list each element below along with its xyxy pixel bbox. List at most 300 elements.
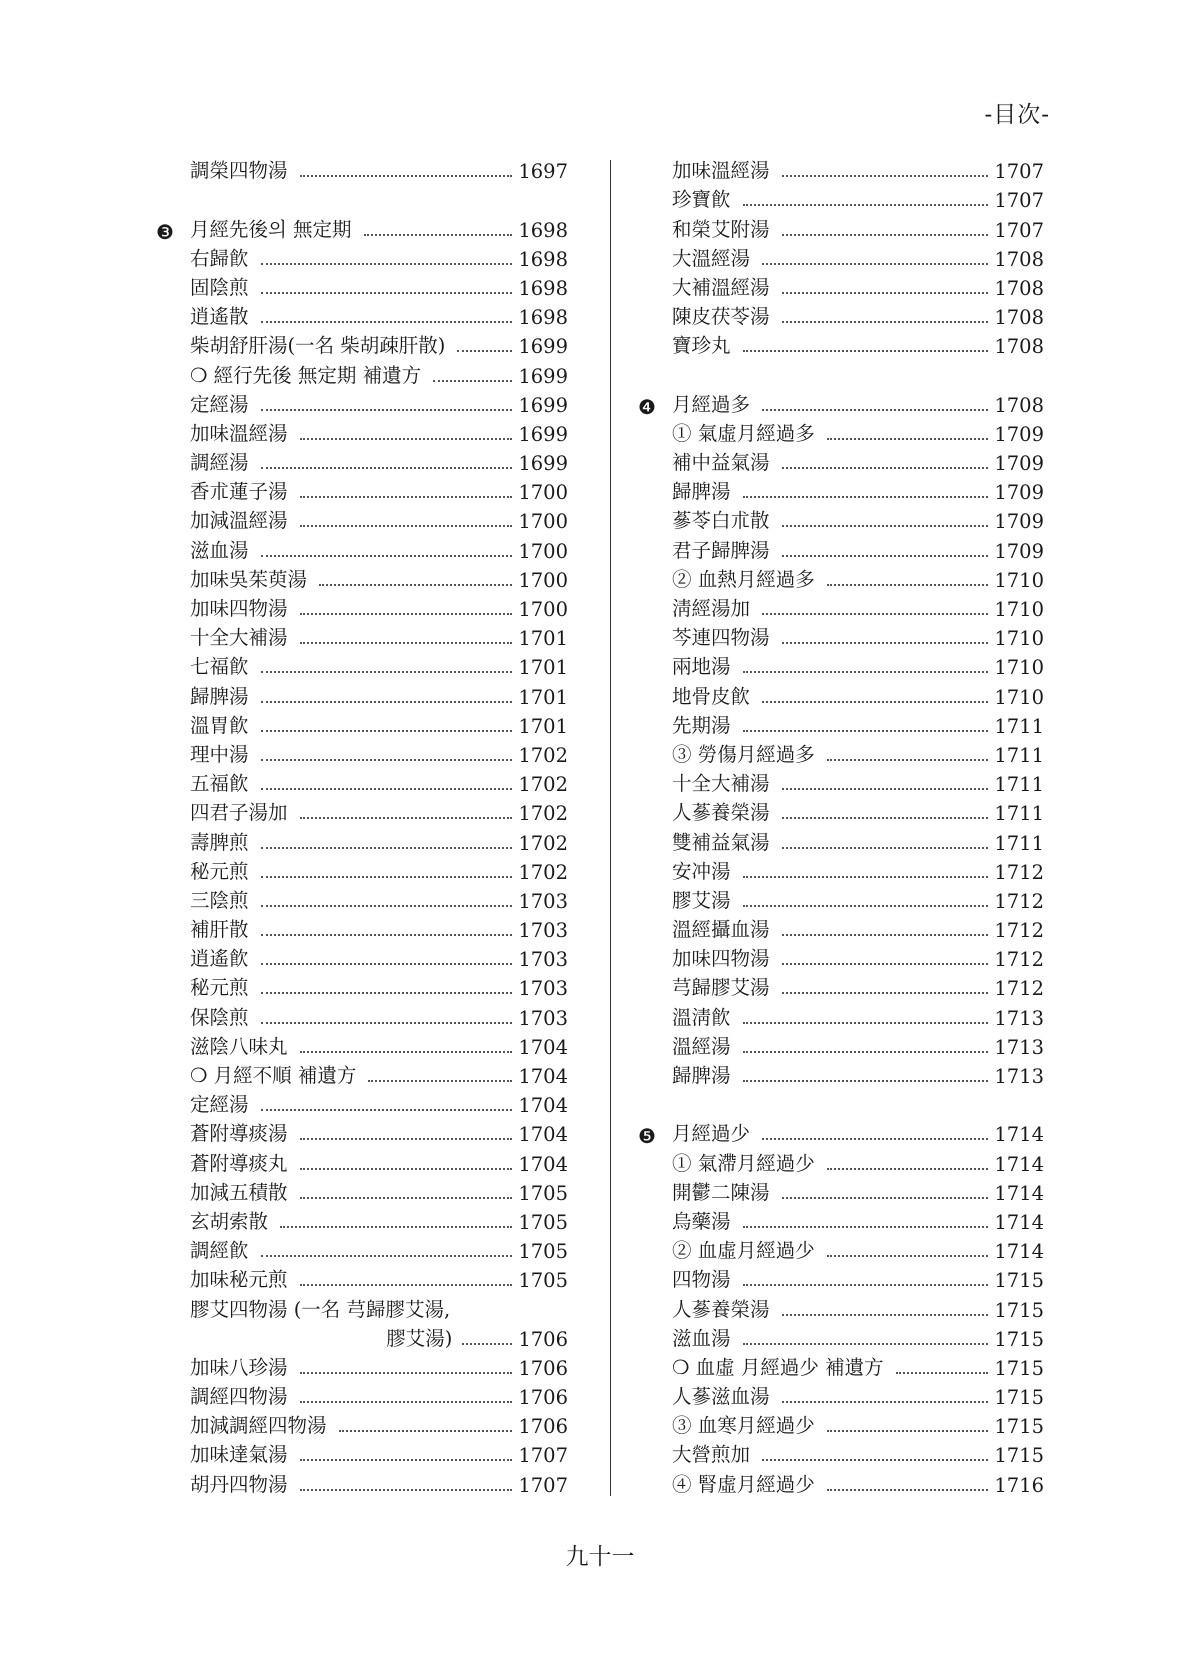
- dot-leader: [300, 1168, 513, 1170]
- toc-entry-page: 1702: [518, 802, 568, 826]
- toc-entry-title: 調經飮: [190, 1239, 249, 1263]
- dot-leader: [261, 409, 513, 411]
- toc-entry-page: 1701: [518, 627, 568, 651]
- toc-entry: [156, 738, 568, 767]
- toc-entry: [638, 504, 1044, 533]
- dot-leader: [261, 467, 513, 469]
- toc-entry-page: 1715: [994, 1386, 1044, 1410]
- toc-entry-title: 歸脾湯: [672, 480, 731, 504]
- toc-entry-page: 1704: [518, 1152, 568, 1176]
- toc-entry: [156, 300, 568, 329]
- toc-entry-title: 滋血湯: [672, 1326, 731, 1350]
- toc-entry-title: 逍遙飮: [190, 947, 249, 971]
- dot-leader: [261, 788, 513, 790]
- toc-entry-page: 1702: [518, 773, 568, 797]
- dot-leader: [300, 1401, 513, 1403]
- toc-entry: [638, 388, 1044, 417]
- toc-entry: [156, 1234, 568, 1263]
- toc-entry-page: 1711: [994, 831, 1044, 855]
- toc-entry: [638, 592, 1044, 621]
- toc-entry-title: 定經湯: [190, 1093, 249, 1117]
- toc-entry-title: ❍ 血虛 月經過少 補遺方: [672, 1355, 884, 1379]
- toc-entry-page: 1709: [994, 452, 1044, 476]
- dot-leader: [261, 701, 513, 703]
- toc-entry-page: 1700: [518, 568, 568, 592]
- toc-entry-page: 1702: [518, 831, 568, 855]
- dot-leader: [261, 1255, 513, 1257]
- toc-entry: [156, 504, 568, 533]
- toc-entry: [638, 1176, 1044, 1205]
- toc-entry-title: 歸脾湯: [190, 684, 249, 708]
- dot-leader: [261, 963, 513, 965]
- toc-entry-title: 加味溫經湯: [190, 421, 288, 445]
- toc-entry-title: 加味八珍湯: [190, 1355, 288, 1379]
- dot-leader: [782, 642, 989, 644]
- toc-entry-page: 1707: [994, 160, 1044, 184]
- toc-entry: [638, 533, 1044, 562]
- toc-entry-title: 安冲湯: [672, 859, 731, 883]
- dot-leader: [300, 1372, 513, 1374]
- toc-entry-page: 1708: [994, 393, 1044, 417]
- toc-entry: [156, 446, 568, 475]
- dot-leader: [827, 1489, 989, 1491]
- toc-entry-title: 壽脾煎: [190, 830, 249, 854]
- dot-leader: [827, 1255, 989, 1257]
- toc-entry: [638, 767, 1044, 796]
- dot-leader: [782, 555, 989, 557]
- toc-entry-title: 秘元煎: [190, 976, 249, 1000]
- toc-entry-page: 1702: [518, 860, 568, 884]
- toc-entry: [638, 1234, 1044, 1263]
- dot-leader: [300, 1284, 513, 1286]
- toc-entry-page: 1707: [518, 1473, 568, 1497]
- toc-entry-title: 十全大補湯: [190, 626, 288, 650]
- toc-entry-title: ② 血虛月經過少: [672, 1239, 815, 1263]
- toc-entry-page: 1698: [518, 306, 568, 330]
- dot-leader: [300, 175, 513, 177]
- dot-leader: [300, 642, 513, 644]
- toc-entry-page: 1700: [518, 481, 568, 505]
- toc-entry-title: 芎歸膠艾湯: [672, 976, 770, 1000]
- dot-leader: [762, 263, 988, 265]
- dot-leader: [261, 730, 513, 732]
- toc-entry-page: 1703: [518, 919, 568, 943]
- toc-entry-page: 1713: [994, 1065, 1044, 1088]
- dot-leader: [827, 1168, 989, 1170]
- toc-entry-title: 蔘苓白朮散: [672, 509, 770, 533]
- dot-leader: [743, 1226, 989, 1228]
- dot-leader: [261, 671, 513, 673]
- dot-leader: [339, 1430, 513, 1432]
- dot-leader: [762, 613, 988, 615]
- toc-entry-title: 大溫經湯: [672, 246, 751, 270]
- toc-entry-page: 1703: [518, 977, 568, 1001]
- dot-leader: [782, 963, 989, 965]
- toc-entry: [156, 855, 568, 884]
- toc-entry-page: 1712: [994, 889, 1044, 913]
- toc-column-right: [638, 154, 1044, 1497]
- dot-leader: [457, 350, 512, 352]
- toc-entry: [638, 300, 1044, 329]
- dot-leader: [782, 1401, 989, 1403]
- toc-entry: [156, 1117, 568, 1146]
- dot-leader: [300, 1459, 513, 1461]
- page-header: -目次-: [984, 102, 1050, 128]
- dot-leader: [762, 1138, 988, 1140]
- toc-entry-page: 1712: [994, 919, 1044, 943]
- toc-entry: [156, 1351, 568, 1380]
- toc-entry-title: 膠艾湯): [386, 1326, 453, 1350]
- toc-entry-title: 加味四物湯: [672, 947, 770, 971]
- dot-leader: [300, 525, 513, 527]
- toc-entry: [156, 592, 568, 621]
- toc-entry-page: 1707: [518, 1444, 568, 1468]
- toc-entry-page: 1703: [518, 889, 568, 913]
- toc-entry: [156, 358, 568, 387]
- toc-entry-title: 溫淸飮: [672, 1005, 731, 1029]
- toc-entry-title: 四物湯: [672, 1268, 731, 1292]
- toc-entry-page: 1708: [994, 306, 1044, 330]
- dot-leader: [762, 409, 988, 411]
- dot-leader: [743, 730, 989, 732]
- toc-entry-title: 逍遙散: [190, 305, 249, 329]
- toc-entry-page: 1700: [518, 539, 568, 563]
- toc-entry-page: 1708: [994, 335, 1044, 359]
- toc-entry: [638, 796, 1044, 825]
- toc-spacer: [638, 1088, 1044, 1117]
- toc-entry-title: 珍寶飮: [672, 188, 731, 212]
- toc-entry-title: 保陰煎: [190, 1005, 249, 1029]
- toc-entry: [156, 1205, 568, 1234]
- toc-entry-page: 1710: [994, 656, 1044, 680]
- toc-entry-title: ❍ 經行先後 無定期 補遺方: [190, 363, 422, 387]
- toc-entry-title: 膠艾四物湯 (一名 芎歸膠艾湯,: [190, 1297, 451, 1321]
- toc-entry-title: 七福飮: [190, 655, 249, 679]
- dot-leader: [743, 350, 989, 352]
- toc-entry: [638, 417, 1044, 446]
- dot-leader: [300, 817, 513, 819]
- toc-entry-page: 1700: [518, 598, 568, 621]
- toc-entry: [156, 242, 568, 271]
- toc-entry-title: 加味秘元煎: [190, 1268, 288, 1292]
- toc-entry-page: 1709: [994, 539, 1044, 563]
- dot-leader: [743, 496, 989, 498]
- toc-entry: [156, 1000, 568, 1029]
- toc-entry-page: 1715: [994, 1444, 1044, 1468]
- toc-entry-title: 烏藥湯: [672, 1209, 731, 1233]
- toc-entry-title: ③ 勞傷月經過多: [672, 742, 815, 766]
- toc-entry-title: 月經過多: [672, 392, 751, 416]
- toc-entry-title: 理中湯: [190, 742, 249, 766]
- toc-entry-page: 1704: [518, 1065, 568, 1088]
- dot-leader: [782, 788, 989, 790]
- toc-entry-page: 1713: [994, 1035, 1044, 1059]
- dot-leader: [743, 671, 989, 673]
- toc-entry: [638, 738, 1044, 767]
- dot-leader: [762, 1459, 988, 1461]
- toc-entry: [156, 1438, 568, 1467]
- toc-entry-page: 1710: [994, 598, 1044, 621]
- toc-entry-title: 溫經攝血湯: [672, 918, 770, 942]
- dot-leader: [261, 992, 513, 994]
- dot-leader: [896, 1372, 989, 1374]
- dot-leader: [433, 380, 512, 382]
- toc-entry: [638, 1030, 1044, 1059]
- toc-entry: [638, 679, 1044, 708]
- dot-leader: [261, 1022, 513, 1024]
- toc-entry-title: 大補溫經湯: [672, 275, 770, 299]
- toc-entry: [638, 563, 1044, 592]
- toc-entry: [638, 913, 1044, 942]
- toc-spacer: [638, 358, 1044, 387]
- toc-entry-title: 膠艾湯: [672, 888, 731, 912]
- toc-entry: [156, 329, 568, 358]
- toc-entry: [156, 709, 568, 738]
- toc-entry-page: 1700: [518, 510, 568, 534]
- toc-entry-page: 1708: [994, 276, 1044, 300]
- toc-entry-page: 1699: [518, 364, 568, 388]
- toc-entry-title: 雙補益氣湯: [672, 830, 770, 854]
- toc-entry-title: 四君子湯加: [190, 801, 288, 825]
- toc-entry-title: 十全大補湯: [672, 772, 770, 796]
- dot-leader: [300, 1489, 513, 1491]
- dot-leader: [782, 817, 989, 819]
- toc-entry-page: 1710: [994, 568, 1044, 592]
- toc-entry-title: ② 血熱月經過多: [672, 567, 815, 591]
- toc-entry: [156, 388, 568, 417]
- toc-entry: [156, 796, 568, 825]
- toc-entry-title: ❍ 月經不順 補遺方: [190, 1064, 357, 1087]
- toc-entry-title: ① 氣滯月經過少: [672, 1151, 815, 1175]
- toc-entry-page: 1705: [518, 1240, 568, 1264]
- toc-entry-page: 1715: [994, 1356, 1044, 1380]
- toc-entry-title: 調經湯: [190, 451, 249, 475]
- dot-leader: [782, 1197, 989, 1199]
- toc-entry: [156, 212, 568, 244]
- dot-leader: [782, 847, 989, 849]
- toc-entry-title: ④ 腎虛月經過少: [672, 1472, 815, 1496]
- toc-entry-title: 蒼附導痰湯: [190, 1122, 288, 1146]
- toc-entry-page: 1714: [994, 1240, 1044, 1264]
- toc-entry-page: 1699: [518, 393, 568, 417]
- toc-entry-title: 五福飮: [190, 772, 249, 796]
- toc-entry: [156, 154, 568, 183]
- toc-entry-page: 1710: [994, 627, 1044, 651]
- toc-entry-title: 固陰煎: [190, 275, 249, 299]
- toc-entry-title: 寶珍丸: [672, 334, 731, 358]
- toc-entry-page: 1709: [994, 481, 1044, 505]
- toc-entry-title: 香朮蓮子湯: [190, 480, 288, 504]
- toc-entry-page: 1711: [994, 743, 1044, 767]
- toc-entry-title: 加味溫經湯: [672, 159, 770, 183]
- toc-entry-title: 人蔘養榮湯: [672, 801, 770, 825]
- toc-entry-title: 月經過少: [672, 1122, 751, 1146]
- toc-entry-page: 1702: [518, 743, 568, 767]
- toc-entry-title: 芩連四物湯: [672, 626, 770, 650]
- dot-leader: [827, 1430, 989, 1432]
- toc-entry-title: 人蔘滋血湯: [672, 1385, 770, 1409]
- dot-leader: [782, 321, 989, 323]
- toc-entry-title: 陳皮茯苓湯: [672, 305, 770, 329]
- dot-leader: [300, 1197, 513, 1199]
- page-number: 九十一: [565, 1544, 635, 1570]
- toc-entry-title: 調經四物湯: [190, 1385, 288, 1409]
- toc-entry: [156, 767, 568, 796]
- dot-leader: [368, 1080, 512, 1082]
- toc-entry-page: 1715: [994, 1327, 1044, 1351]
- dot-leader: [300, 1138, 513, 1140]
- toc-entry: [638, 825, 1044, 854]
- toc-entry-title: 滋陰八味丸: [190, 1034, 288, 1058]
- toc-entry: [156, 271, 568, 300]
- toc-entry-title: 開鬱二陳湯: [672, 1180, 770, 1204]
- toc-entry: [638, 1205, 1044, 1234]
- dot-leader: [743, 1343, 989, 1345]
- toc-entry: [638, 1322, 1044, 1351]
- toc-entry-page: 1711: [994, 802, 1044, 826]
- toc-entry: [156, 1263, 568, 1292]
- toc-entry-title: 淸經湯加: [672, 597, 751, 620]
- toc-entry: [638, 1146, 1044, 1175]
- toc-entry-page: 1699: [518, 335, 568, 359]
- toc-entry-title: 加減五積散: [190, 1180, 288, 1204]
- toc-entry-title: 三陰煎: [190, 888, 249, 912]
- toc-entry: [156, 971, 568, 1000]
- toc-entry-title: 人蔘養榮湯: [672, 1297, 770, 1321]
- toc-entry-title: 溫胃飮: [190, 713, 249, 737]
- toc-entry: [638, 942, 1044, 971]
- toc-entry-title: 地骨皮飮: [672, 684, 751, 708]
- dot-leader: [827, 584, 989, 586]
- dot-leader: [827, 759, 989, 761]
- toc-entry: [156, 1467, 568, 1496]
- toc-entry-page: 1712: [994, 948, 1044, 972]
- toc-entry-title: 先期湯: [672, 713, 731, 737]
- toc-entry: [638, 1467, 1044, 1496]
- toc-entry: [156, 1409, 568, 1438]
- toc-entry-page: 1710: [994, 685, 1044, 709]
- dot-leader: [762, 701, 988, 703]
- dot-leader: [280, 1226, 512, 1228]
- toc-entry-page: 1715: [994, 1415, 1044, 1439]
- toc-entry: [638, 1263, 1044, 1292]
- toc-entry-title: 補中益氣湯: [672, 451, 770, 475]
- toc-entry: [638, 1351, 1044, 1380]
- toc-entry-page: 1713: [994, 1006, 1044, 1030]
- dot-leader: [261, 321, 513, 323]
- toc-entry-title: 歸脾湯: [672, 1064, 731, 1087]
- toc-entry-page: 1708: [994, 247, 1044, 271]
- toc-entry-page: 1707: [994, 218, 1044, 242]
- toc-entry: [156, 1380, 568, 1409]
- toc-entry-title: 和榮艾附湯: [672, 217, 770, 241]
- toc-entry: [156, 825, 568, 854]
- toc-entry-page: 1714: [994, 1152, 1044, 1176]
- toc-entry-title: 秘元煎: [190, 859, 249, 883]
- toc-entry: [638, 183, 1044, 212]
- toc-entry-page: 1705: [518, 1181, 568, 1205]
- toc-entry: [638, 446, 1044, 475]
- toc-entry: [638, 971, 1044, 1000]
- dot-leader: [782, 525, 989, 527]
- toc-entry: [156, 1322, 568, 1351]
- dot-leader: [743, 905, 989, 907]
- toc-entry-title: 大營煎加: [672, 1443, 751, 1467]
- toc-spacer: [156, 183, 568, 212]
- toc-entry: [638, 1000, 1044, 1029]
- dot-leader: [782, 992, 989, 994]
- toc-entry: [156, 417, 568, 446]
- toc-entry-title: 玄胡索散: [190, 1209, 269, 1233]
- dot-leader: [782, 175, 989, 177]
- toc-entry-title: 加味吳茱萸湯: [190, 567, 308, 591]
- toc-entry: [638, 884, 1044, 913]
- toc-entry: [156, 1059, 568, 1088]
- section-number-marker: ❺: [638, 1124, 656, 1149]
- toc-entry-page: 1705: [518, 1210, 568, 1234]
- dot-leader: [743, 204, 989, 206]
- dot-leader: [261, 876, 513, 878]
- dot-leader: [743, 1022, 989, 1024]
- toc-entry-page: 1714: [994, 1181, 1044, 1205]
- section-number-marker: ❸: [156, 219, 174, 244]
- toc-entry: [638, 709, 1044, 738]
- toc-entry-title: 加減調經四物湯: [190, 1414, 327, 1438]
- toc-entry: [638, 212, 1044, 241]
- dot-leader: [782, 234, 989, 236]
- dot-leader: [300, 438, 513, 440]
- toc-entry-page: 1698: [518, 247, 568, 271]
- toc-entry: [156, 621, 568, 650]
- toc-entry-page: 1704: [518, 1035, 568, 1059]
- dot-leader: [743, 876, 989, 878]
- toc-entry-page: 1701: [518, 685, 568, 709]
- toc-entry-page: 1699: [518, 452, 568, 476]
- toc-entry-title: 定經湯: [190, 392, 249, 416]
- toc-entry-title: ① 氣虛月經過多: [672, 421, 815, 445]
- toc-entry-title: 滋血湯: [190, 538, 249, 562]
- dot-leader: [319, 584, 512, 586]
- toc-entry-page: 1706: [518, 1356, 568, 1380]
- toc-entry: [156, 533, 568, 562]
- dot-leader: [782, 467, 989, 469]
- toc-entry-title: 加味達氣湯: [190, 1443, 288, 1467]
- toc-entry-page: 1697: [518, 160, 568, 184]
- toc-entry-page: 1698: [518, 276, 568, 300]
- toc-entry-page: 1704: [518, 1123, 568, 1147]
- toc-entry: [638, 329, 1044, 358]
- toc-entry: [156, 1176, 568, 1205]
- dot-leader: [743, 1080, 989, 1082]
- toc-entry: [156, 1146, 568, 1175]
- dot-leader: [364, 234, 513, 236]
- toc-entry: [156, 913, 568, 942]
- dot-leader: [782, 1314, 989, 1316]
- toc-entry-title: 月經先後의 無定期: [190, 217, 352, 241]
- toc-entry-page: 1701: [518, 656, 568, 680]
- dot-leader: [462, 1343, 512, 1345]
- toc-entry-page: 1714: [994, 1210, 1044, 1234]
- dot-leader: [261, 1109, 513, 1111]
- toc-entry: [638, 1059, 1044, 1088]
- toc-entry-title: 兩地湯: [672, 655, 731, 679]
- toc-entry-page: 1706: [518, 1415, 568, 1439]
- toc-entry: [638, 242, 1044, 271]
- toc-entry: [156, 1088, 568, 1117]
- toc-entry: [638, 855, 1044, 884]
- toc-entry: [638, 1117, 1044, 1149]
- toc-entry-title: 蒼附導痰丸: [190, 1151, 288, 1175]
